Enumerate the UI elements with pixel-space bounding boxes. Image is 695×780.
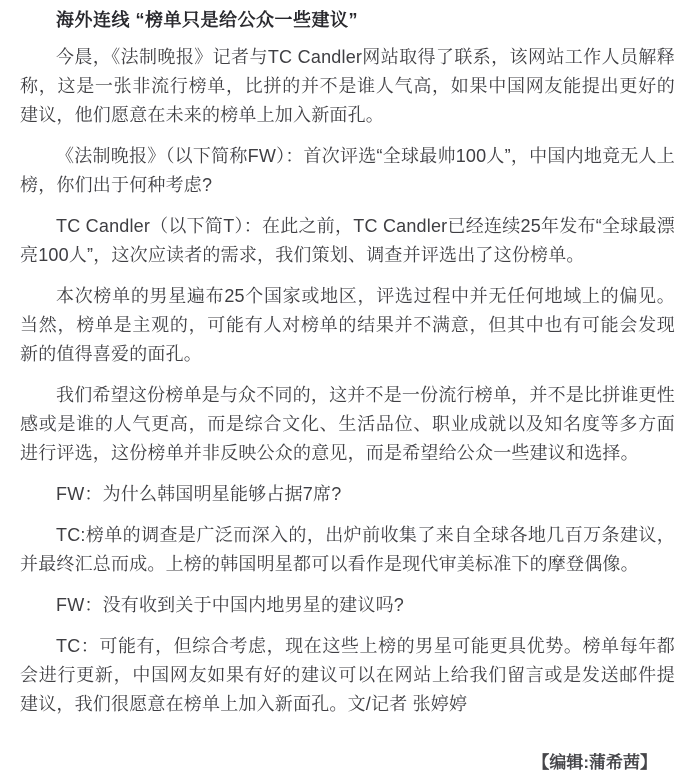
article-title: 海外连线 “榜单只是给公众一些建议” <box>56 10 358 30</box>
article-paragraph-answer-2: TC:榜单的调查是广泛而深入的，出炉前收集了来自全球各地几百万条建议，并最终汇总而成。上榜的韩国明星都可以看作是现代审美标准下的摩登偶像。 <box>20 525 675 574</box>
article-paragraph-question-2: FW：为什么韩国明星能够占据7席? <box>56 484 342 504</box>
article-paragraph-answer-3-with-byline: TC：可能有，但综合考虑，现在这些上榜的男星可能更具优势。榜单每年都会进行更新，中国网友如果有好的建议可以在网站上给我们留言或是发送邮件提建议，我们很愿意在榜单上加入新面孔。文/记者 张婷婷 <box>20 636 675 714</box>
editor-credit: 【编辑:蒲希茜】 <box>532 753 657 772</box>
article-paragraph-question-3: FW：没有收到关于中国内地男星的建议吗? <box>56 595 404 615</box>
article-paragraph-answer-1-cont-2: 我们希望这份榜单是与众不同的，这并不是一份流行榜单，并不是比拼谁更性感或是谁的人气更高，而是综合文化、生活品位、职业成就以及知名度等多方面进行评选，这份榜单并非反映公众的意见，而是希望给公众一些建议和选择。 <box>20 385 675 463</box>
article-paragraph-intro: 今晨，《法制晚报》记者与TC Candler网站取得了联系，该网站工作人员解释称，这是一张非流行榜单，比拼的并不是谁人气高，如果中国网友能提出更好的建议，他们愿意在未来的榜单上加入新面孔。 <box>20 47 675 125</box>
article-paragraph-question-1: 《法制晚报》（以下简称FW）：首次评选“全球最帅100人”，中国内地竟无人上榜，你们出于何种考虑? <box>20 146 675 195</box>
article-paragraph-answer-1-cont: 本次榜单的男星遍布25个国家或地区，评选过程中并无任何地域上的偏见。当然，榜单是主观的，可能有人对榜单的结果并不满意，但其中也有可能会发现新的值得喜爱的面孔。 <box>20 286 675 364</box>
article-paragraph-answer-1: TC Candler（以下简T）：在此之前，TC Candler已经连续25年发布“全球最漂亮100人”，这次应读者的需求，我们策划、调查并评选出了这份榜单。 <box>20 216 675 265</box>
